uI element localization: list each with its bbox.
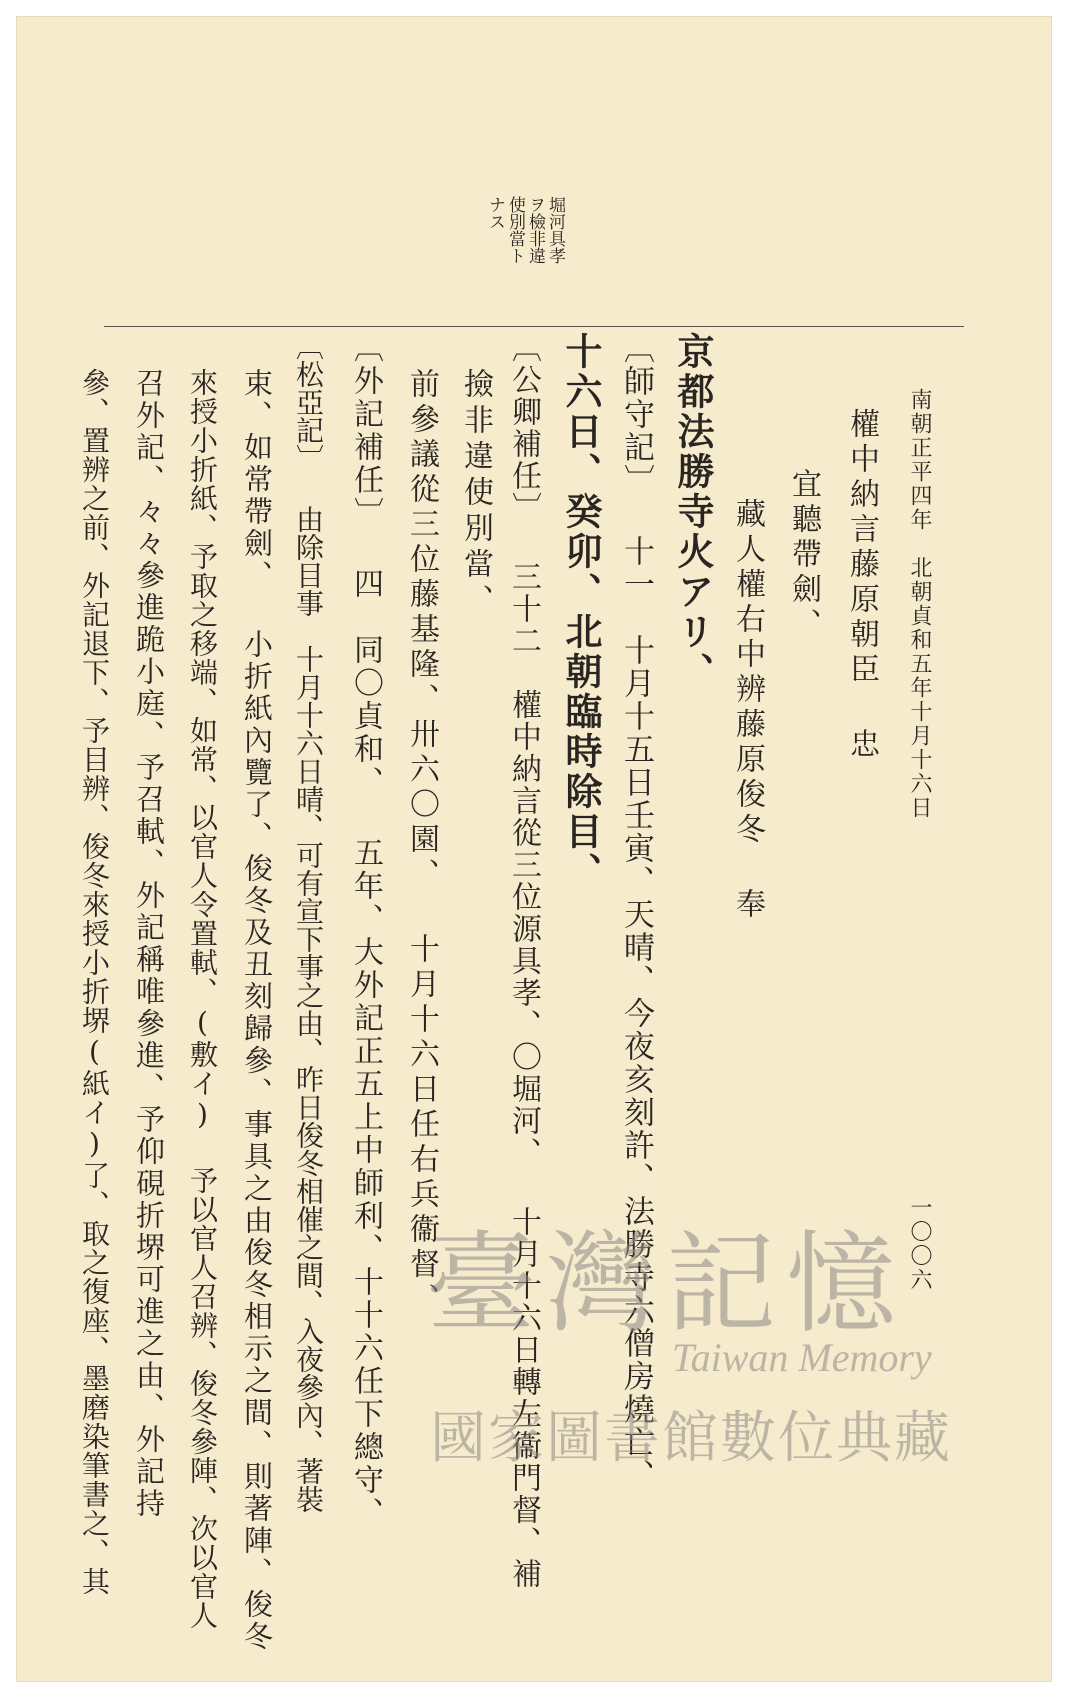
running-header: 南朝正平四年 北朝貞和五年十月十六日 [907,388,932,820]
text-column-11: 〔松亞記〕 由除目事 十月十六日晴、可有宣下事之由、昨日俊冬相催之間、入夜參內、著裝 [292,332,325,1513]
text-column-7: 〔公卿補任〕 三十二 權中納言從三位源具孝、〇堀河、 十月十六日轉左衞門督、補 [506,332,541,1590]
watermark-title: 臺灣記憶 [426,1220,906,1348]
text-column-15: 參、置辨之前、外記退下、予目辨、俊冬來授小折堺(紙イ)了、取之復座、墨磨染筆書之、其 [78,368,111,1596]
header-rule [104,326,964,327]
book-page [16,16,1052,1682]
margin-note-col-4: ナス [485,196,505,230]
text-column-12: 束、如常帶劍、 小折紙內覽了、俊冬及丑刻歸參、事具之由俊冬相示之間、則著陣、俊冬 [240,368,274,1653]
text-column-13: 來授小折紙、予取之移端、如常、以官人令置軾、(敷イ) 予以官人召辨、俊冬參陣、次以官人 [186,368,219,1630]
watermark-subtitle: 國家圖書館數位典藏 [430,1406,952,1471]
text-column-6: 十六日、癸卯、北朝臨時除目、 [559,332,603,892]
text-column-2: 宜聽帶劍、 [786,468,821,643]
margin-note-col-2: ヲ檢非違 [525,196,545,264]
watermark-english: Taiwan Memory [672,1335,932,1380]
text-column-10: 〔外記補任〕 四 同〇貞和、 五年、大外記正五上中師利、十十六任下總守、 [348,332,383,1530]
text-column-4: 京都法勝寺火アリ、 [671,332,715,692]
margin-note-col-3: 使別當ト [505,196,525,264]
text-column-5: 〔師守記〕 十一 十月十五日壬寅、天晴、今夜亥刻許、法勝寺六僧房燒亡、 [618,332,654,1492]
margin-note-col-1: 堀河具孝 [545,196,565,264]
text-column-1: 權中納言藤原朝臣 忠 [844,408,879,763]
text-column-3: 藏人權右中辨藤原俊冬 奉 [730,498,765,923]
text-column-14: 召外記、々々參進跪小庭、予召軾、外記稱唯參進、予仰硯折堺可進之由、外記持 [132,368,166,1520]
text-column-8: 撿非違使別當、 [458,368,493,620]
text-column-9: 前參議從三位藤基隆、卅六〇園、 十月十六日任右兵衞督、 [404,368,439,1318]
page-number: 一〇〇六 [907,1196,932,1292]
